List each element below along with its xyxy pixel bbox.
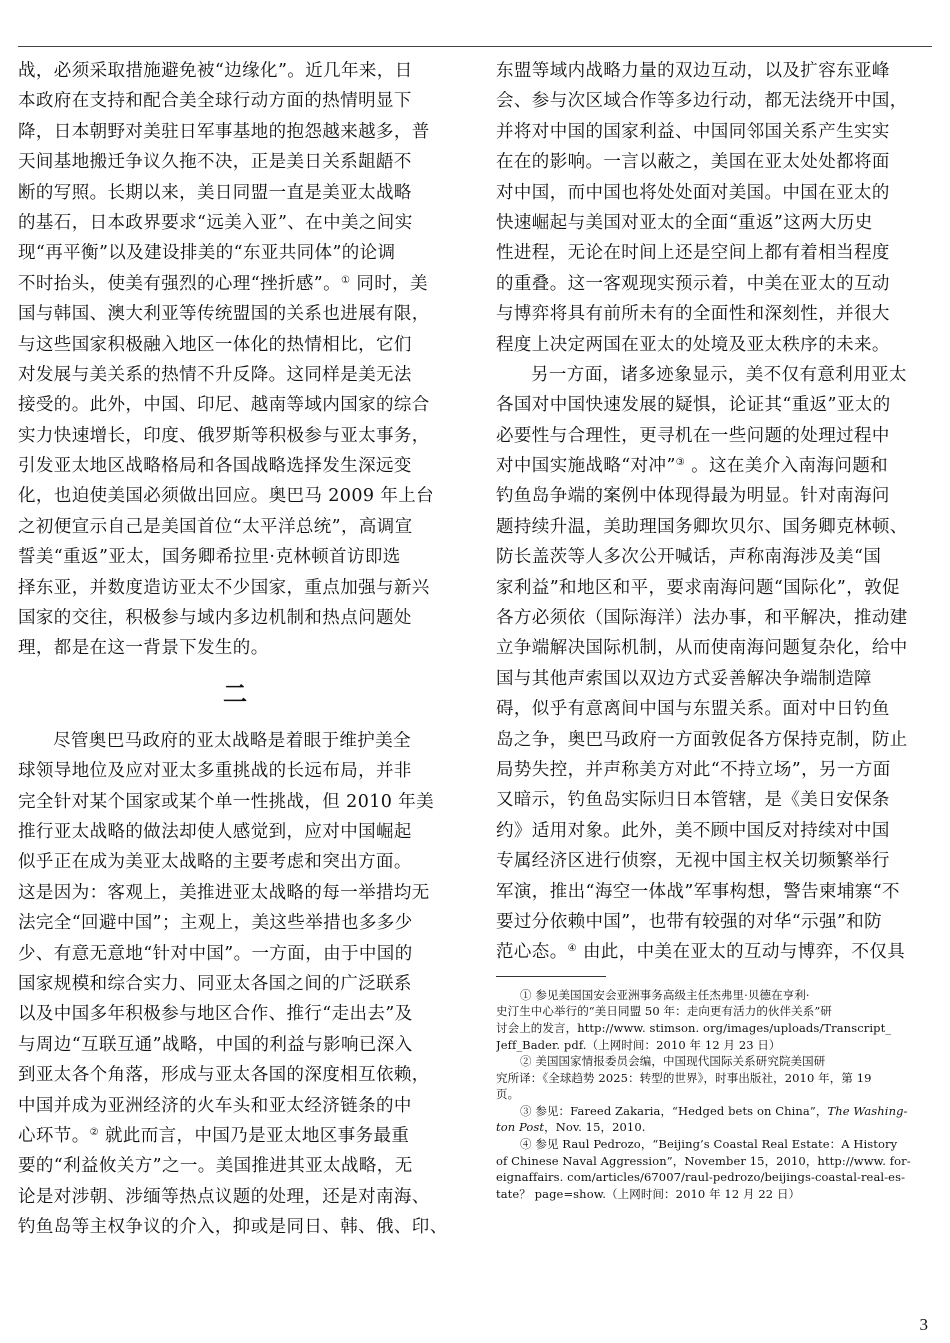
footnote-line [496, 1070, 932, 1087]
line-text: 与周边“互联互通”战略，中国的利益与影响已深入 [18, 1034, 413, 1055]
footnote-line [496, 1136, 932, 1153]
line-text: 快速崛起与美国对亚太的全面“重返”这两大历史 [496, 212, 873, 233]
text-line [18, 238, 454, 268]
line-text: 以及中国多年积极参与地区合作、推行“走出去”及 [18, 1004, 413, 1025]
line-text: 中国并成为亚洲经济的火车头和亚太经济链条的中 [18, 1095, 412, 1116]
text-line [18, 208, 454, 238]
line-text: 并将对中国的国家利益、中国同邻国关系产生实实 [496, 121, 890, 142]
line-text: 必要性与合理性，更寻机在一些问题的处理过程中 [496, 425, 890, 446]
text-line [18, 421, 454, 451]
text-line [18, 451, 454, 481]
line-text: 究所译：《全球趋势 2025：转型的世界》，时事出版社，2010 年，第 19 [496, 1070, 872, 1085]
line-text: 讨会上的发言，http://www. stimson. org/images/uploads/Transcript_ [496, 1020, 892, 1035]
line-text: 国家的交往，积极参与域内多边机制和热点问题处 [18, 608, 412, 629]
text-line [496, 846, 932, 876]
text-line [18, 1060, 454, 1090]
text-line [496, 299, 932, 329]
line-text: 家利益”和地区和平，要求南海问题“国际化”，敦促 [496, 577, 900, 598]
line-text: ④ 参见 Raul Pedrozo，“Beijing’s Coastal Real Estate：A History [520, 1137, 898, 1152]
line-text: 之初便宣示自己是美国首位“太平洋总统”，高调宣 [18, 516, 413, 537]
footnote-line [496, 1103, 932, 1120]
footnote-line [496, 1003, 932, 1020]
text-line [18, 969, 454, 999]
footnote-line [496, 1186, 932, 1203]
line-text: 与这些国家积极融入地区一体化的热情相比，它们 [18, 334, 412, 355]
text-line [18, 330, 454, 360]
page-number: 3 [919, 1315, 928, 1334]
text-line [18, 86, 454, 116]
text-line [18, 1151, 454, 1181]
line-text: ③ 参见：Fareed Zakaria，“Hedged bets on China”， [520, 1103, 828, 1118]
line-text-after: 由此，中美在亚太的互动与博弈，不仅具 [576, 942, 906, 963]
text-line [18, 999, 454, 1029]
line-text: 少、有意无意地“针对中国”。一方面，由于中国的 [18, 943, 413, 964]
line-text: 专属经济区进行侦察，无视中国主权关切频繁举行 [496, 851, 890, 872]
line-text: 局势失控，并声称美方对此“不持立场”，另一方面 [496, 759, 891, 780]
text-line [496, 512, 932, 542]
text-line [18, 1212, 454, 1242]
italic-title: ton Post [496, 1120, 545, 1135]
line-text: 降，日本朝野对美驻日军事基地的抱怨越来越多，普 [18, 121, 430, 142]
line-text: 现“再平衡”以及建设排美的“东亚共同体”的论调 [18, 243, 396, 264]
footnotes [496, 987, 932, 1203]
line-text: 尽管奥巴马政府的亚太战略是着眼于维护美全 [53, 730, 411, 751]
line-text: 到亚太各个角落，形成与亚太各国的深度相互依赖， [18, 1065, 430, 1086]
line-text-after: 同时，美 [350, 273, 428, 294]
text-line [18, 726, 454, 756]
footnote-ref[interactable]: ② [89, 1126, 99, 1138]
line-text: 约》适用对象。此外，美不顾中国反对持续对中国 [496, 820, 890, 841]
section-heading: 二 [223, 678, 249, 708]
line-text: 对发展与美关系的热情不升反降。这同样是美无法 [18, 364, 412, 385]
left-column [18, 56, 454, 1242]
text-line [18, 512, 454, 542]
line-text: 岛之争，奥巴马政府一方面敦促各方保持克制，防止 [496, 729, 908, 750]
line-text: 推行亚太战略的做法却使人感觉到，应对中国崛起 [18, 821, 412, 842]
footnote-line [496, 1169, 932, 1186]
line-text: 防长盖茨等人多次公开喊话，声称南海涉及美“国 [496, 547, 882, 568]
text-line [18, 56, 454, 86]
text-line [496, 117, 932, 147]
text-line [18, 817, 454, 847]
line-text-after: 。这在美介入南海问题和 [685, 456, 889, 477]
line-text: 性进程，无论在时间上还是空间上都有着相当程度 [496, 243, 890, 264]
line-text: 实力快速增长，印度、俄罗斯等积极参与亚太事务， [18, 425, 430, 446]
line-text: 不时抬头，使美有强烈的心理“挫折感”。 [18, 273, 341, 294]
line-text: 接受的。此外，中国、印尼、越南等域内国家的综合 [18, 395, 430, 416]
line-text: 国与其他声索国以双边方式妥善解决争端制造障 [496, 668, 872, 689]
text-line [18, 1182, 454, 1212]
line-text: ② 美国国家情报委员会编，中国现代国际关系研究院美国研 [520, 1054, 826, 1069]
text-line [496, 147, 932, 177]
text-line [496, 421, 932, 451]
text-line [496, 481, 932, 511]
right-body-text [496, 56, 932, 968]
line-text: 各方必须依（国际海洋）法办事，和平解决，推动建 [496, 608, 908, 629]
left-paragraph-2 [18, 726, 454, 1243]
text-line [496, 238, 932, 268]
line-text: 要过分依赖中国”，也带有较强的对华“示强”和防 [496, 911, 883, 932]
text-line [496, 603, 932, 633]
header-rule [18, 46, 932, 47]
text-line [496, 725, 932, 755]
line-text: 的基石，日本政界要求“远美入亚”、在中美之间实 [18, 212, 413, 233]
right-column [496, 56, 932, 1202]
text-line [18, 939, 454, 969]
line-text: 引发亚太地区战略格局和各国战略选择发生深远变 [18, 456, 412, 477]
line-text: 钓鱼岛争端的案例中体现得最为明显。针对南海问 [496, 486, 890, 507]
footnote-ref[interactable]: ③ [675, 457, 686, 469]
footnote-ref[interactable]: ① [341, 274, 351, 286]
footnote-line [496, 1037, 932, 1054]
line-text: 又暗示，钓鱼岛实际归日本管辖，是《美日安保条 [496, 790, 890, 811]
text-line [496, 664, 932, 694]
line-text: 天间基地搬迁争议久拖不决，正是美日关系龃龉不 [18, 152, 412, 173]
footnote-line [496, 987, 932, 1004]
text-line [496, 877, 932, 907]
line-text: of Chinese Naval Aggression”，November 15，2010，http://www. for- [496, 1153, 911, 1168]
text-line [18, 1121, 454, 1151]
footnote-line [496, 1119, 932, 1136]
text-line [496, 56, 932, 86]
text-line [18, 178, 454, 208]
text-line [496, 816, 932, 846]
text-line [496, 542, 932, 572]
line-text: 题持续升温，美助理国务卿坎贝尔、国务卿克林顿、 [496, 516, 908, 537]
line-text: 的重叠。这一客观现实预示着，中美在亚太的互动 [496, 273, 890, 294]
line-text: 东盟等域内战略力量的双边互动，以及扩容东亚峰 [496, 61, 890, 81]
line-text: 对中国，而中国也将处处面对美国。中国在亚太的 [496, 182, 890, 203]
line-text: 会、参与次区域合作等多边行动，都无法绕开中国， [496, 91, 908, 112]
line-text: 完全针对某个国家或某个单一性挑战，但 2010 年美 [18, 791, 435, 812]
line-text: ① 参见美国国安会亚洲事务高级主任杰弗里·贝德在亨利· [520, 987, 810, 1002]
line-text: 程度上决定两国在亚太的处境及亚太秩序的未来。 [496, 334, 890, 355]
text-line [18, 390, 454, 420]
line-text: 国与韩国、澳大利亚等传统盟国的关系也进展有限， [18, 304, 430, 325]
line-text: 论是对涉朝、涉缅等热点议题的处理，还是对南海、 [18, 1186, 430, 1207]
line-text: 断的写照。长期以来，美日同盟一直是美亚太战略 [18, 182, 412, 203]
footnote-line [496, 1053, 932, 1070]
line-text: 在在的影响。一言以蔽之，美国在亚太处处都将面 [496, 152, 890, 173]
text-line [18, 542, 454, 572]
text-line [496, 208, 932, 238]
text-line [18, 1030, 454, 1060]
text-line [18, 117, 454, 147]
text-line [496, 937, 932, 967]
text-line [496, 785, 932, 815]
text-line [496, 755, 932, 785]
line-text: 理，都是在这一背景下发生的。 [18, 638, 269, 659]
line-text-after: ，Nov. 15，2010. [544, 1120, 646, 1135]
text-line [18, 847, 454, 877]
line-text: 这是因为：客观上，美推进亚太战略的每一举措均无 [18, 882, 430, 903]
text-line [496, 360, 932, 390]
line-text: 范心态。 [496, 942, 568, 963]
text-line [496, 573, 932, 603]
text-line [18, 360, 454, 390]
text-line [496, 330, 932, 360]
line-text: 要的“利益攸关方”之一。美国推进其亚太战略，无 [18, 1156, 413, 1177]
text-line [496, 269, 932, 299]
line-text: 誓美“重返”亚太，国务卿希拉里·克林顿首访即选 [18, 547, 401, 568]
text-line [18, 269, 454, 299]
text-line [18, 603, 454, 633]
text-line [18, 878, 454, 908]
line-text: 本政府在支持和配合美全球行动方面的热情明显下 [18, 91, 412, 112]
line-text: 立争端解决国际机制，从而使南海问题复杂化，给中 [496, 638, 908, 659]
footnote-line [496, 1153, 932, 1170]
line-text: 史汀生中心举行的“美日同盟 50 年：走向更有活力的伙伴关系”研 [496, 1004, 832, 1019]
text-line [496, 633, 932, 663]
line-text: 钓鱼岛等主权争议的介入，抑或是同日、韩、俄、印、 [18, 1217, 448, 1238]
text-line [18, 299, 454, 329]
text-line [496, 86, 932, 116]
footnote-line [496, 1086, 932, 1103]
text-line [18, 1091, 454, 1121]
line-text: 军演，推出“海空一体战”军事构想，警告柬埔寨“不 [496, 881, 900, 902]
text-line [18, 756, 454, 786]
footnote-line [496, 1020, 932, 1037]
line-text: 碍，似乎有意离间中国与东盟关系。面对中日钓鱼 [496, 699, 890, 720]
text-line [496, 907, 932, 937]
italic-title: The Washing- [827, 1103, 908, 1118]
text-line [496, 390, 932, 420]
line-text: 心环节。 [18, 1125, 90, 1146]
line-text: 页。 [496, 1087, 520, 1102]
line-text: 择东亚，并数度造访亚太不少国家，重点加强与新兴 [18, 577, 430, 598]
text-line [18, 481, 454, 511]
line-text: tate？ page=show.（上网时间：2010 年 12 月 22 日） [496, 1186, 801, 1201]
line-text: 战，必须采取措施避免被“边缘化”。近几年来，日 [18, 61, 413, 81]
footnote-rule [496, 976, 606, 977]
line-text: 另一方面，诸多迹象显示，美不仅有意利用亚太 [531, 364, 907, 385]
line-text: 化，也迫使美国必须做出回应。奥巴马 2009 年上台 [18, 486, 435, 507]
line-text-after: 就此而言，中国乃是亚太地区事务最重 [98, 1125, 410, 1146]
text-line [18, 787, 454, 817]
text-line [18, 908, 454, 938]
line-text: 球领导地位及应对亚太多重挑战的长远布局，并非 [18, 761, 412, 782]
line-text: 对中国实施战略“对冲” [496, 456, 676, 477]
text-line [18, 573, 454, 603]
line-text: eignaffairs. com/articles/67007/raul-pedrozo/beijings-coastal-real-es- [496, 1170, 906, 1185]
line-text: 与博弈将具有前所未有的全面性和深刻性，并很大 [496, 304, 890, 325]
left-paragraph-1 [18, 56, 454, 664]
line-text: Jeff_Bader. pdf.（上网时间：2010 年 12 月 23 日） [496, 1037, 781, 1052]
line-text: 法完全“回避中国”；主观上，美这些举措也多多少 [18, 913, 413, 934]
line-text: 各国对中国快速发展的疑惧，论证其“重返”亚太的 [496, 395, 891, 416]
line-text: 似乎正在成为美亚太战略的主要考虑和突出方面。 [18, 852, 412, 873]
text-line [496, 694, 932, 724]
text-line [18, 633, 454, 663]
footnote-ref[interactable]: ④ [567, 943, 577, 955]
line-text: 国家规模和综合实力、同亚太各国之间的广泛联系 [18, 973, 412, 994]
text-line [18, 147, 454, 177]
text-line [496, 178, 932, 208]
text-line [496, 451, 932, 481]
